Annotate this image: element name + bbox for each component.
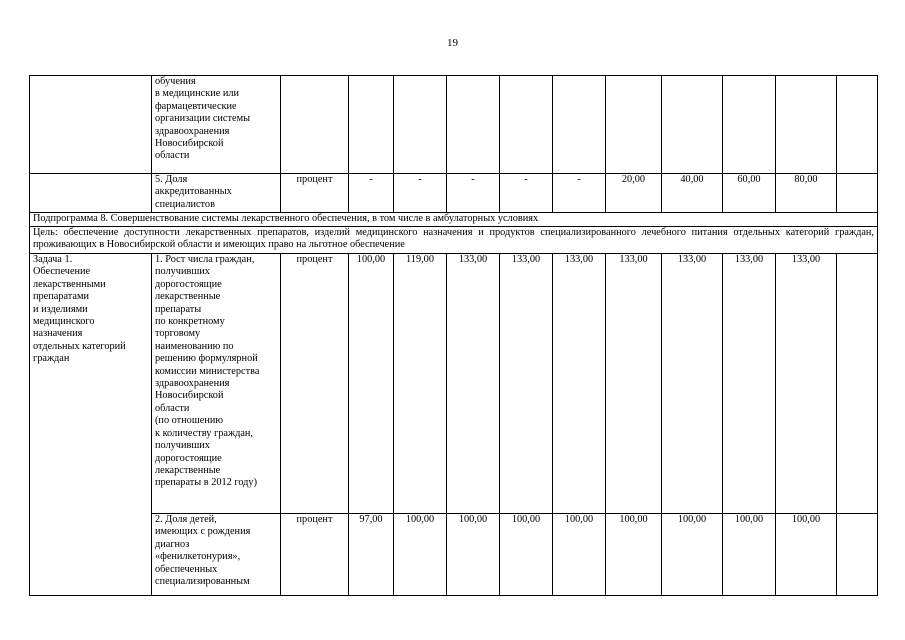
indicator-cell: [152, 76, 281, 174]
task-cell: [30, 76, 152, 174]
table-row: [30, 227, 878, 254]
value-cell: 100,00: [662, 514, 723, 596]
value-cell: 133,00: [500, 254, 553, 514]
value-cell: 100,00: [553, 514, 606, 596]
value-cell: -: [349, 174, 394, 213]
value-cell: 40,00: [662, 174, 723, 213]
value-cell: -: [553, 174, 606, 213]
value-cell: [837, 254, 878, 514]
indicator-text: 5. Доля аккредитованных специалистов: [155, 174, 232, 210]
value-cell: 133,00: [553, 254, 606, 514]
indicator-text: 1. Рост числа граждан, получивших дорогостоящие лекарственные препараты по конкретному торговому наименованию по решению формулярной комиссии министерства здравоохранения Новосибирской области (по отношению к количеству граждан, получивших дорогостоящие лекарственные препараты в 2012 году): [155, 254, 260, 489]
table-row: [30, 213, 878, 227]
value-cell: 100,00: [776, 514, 837, 596]
unit-cell: процент: [281, 174, 349, 213]
value-cell: 133,00: [723, 254, 776, 514]
value-cell: 97,00: [349, 514, 394, 596]
value-cell: 119,00: [394, 254, 447, 514]
unit-cell: процент: [281, 254, 349, 514]
table-row: [30, 174, 878, 213]
table-row: [30, 76, 878, 174]
value-cell: -: [447, 174, 500, 213]
value-cell: 133,00: [662, 254, 723, 514]
value-cell: 100,00: [349, 254, 394, 514]
value-cell: 20,00: [606, 174, 662, 213]
value-cell: 100,00: [606, 514, 662, 596]
value-cell: 60,00: [723, 174, 776, 213]
indicator-cell: [152, 254, 281, 514]
goal-text: Цель: обеспечение доступности лекарственных препаратов, изделий медицинского назначения и продуктов специализированного лечебного питания отдельных категорий граждан, проживающих в Новосибирской области и имеющих право на льготное обеспечение: [30, 227, 878, 254]
value-cell: 133,00: [606, 254, 662, 514]
indicator-text: обучения в медицинские или фармацевтические организации системы здравоохранения Новосибирской области: [155, 76, 251, 162]
value-cell: 133,00: [776, 254, 837, 514]
indicator-text: 2. Доля детей, имеющих с рождения диагноз «фенилкетонурия», обеспеченных специализированным: [155, 514, 251, 588]
value-cell: [837, 174, 878, 213]
indicator-cell: [152, 174, 281, 213]
value-cell: 100,00: [447, 514, 500, 596]
value-cell: 100,00: [723, 514, 776, 596]
task-cell: [30, 254, 152, 596]
program-indicators-table: [29, 75, 878, 596]
page-number: 19: [447, 37, 458, 49]
value-cell: 80,00: [776, 174, 837, 213]
indicator-cell: [152, 514, 281, 596]
task-text: Задача 1. Обеспечение лекарственными препаратами и изделиями медицинского назначения отдельных категорий граждан: [33, 254, 126, 365]
unit-cell: процент: [281, 514, 349, 596]
value-cell: -: [500, 174, 553, 213]
value-cell: [837, 514, 878, 596]
subprogram-title: Подпрограмма 8. Совершенствование системы лекарственного обеспечения, в том числе в амбулаторных условиях: [30, 213, 878, 227]
task-cell: [30, 174, 152, 213]
value-cell: 100,00: [394, 514, 447, 596]
table-row: [30, 254, 878, 514]
value-cell: 100,00: [500, 514, 553, 596]
value-cell: -: [394, 174, 447, 213]
value-cell: 133,00: [447, 254, 500, 514]
table-row: [30, 514, 878, 596]
